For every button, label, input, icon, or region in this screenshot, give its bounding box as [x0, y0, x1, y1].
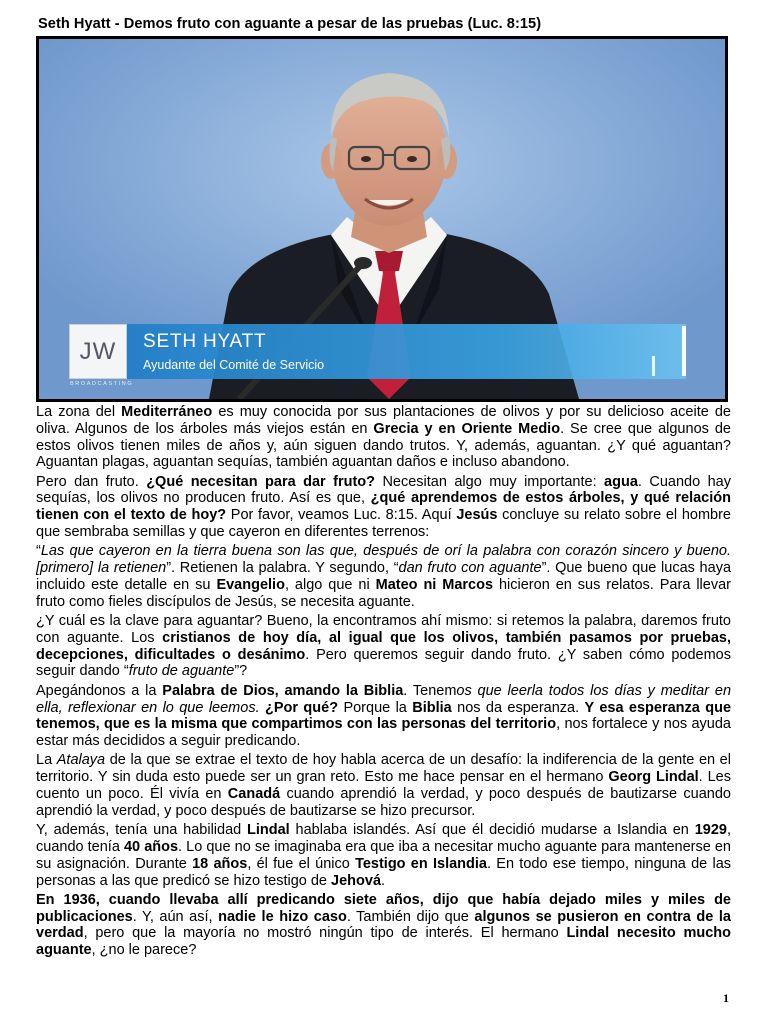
article-body [36, 404, 731, 962]
text-run: concluye su relato sobre el hombre que sembraba semillas y que cayeron en diferentes terrenos: [36, 507, 731, 541]
text-run: La [36, 752, 57, 769]
bold-text: Evangelio [216, 576, 285, 593]
text-run: “ [36, 543, 41, 560]
text-run: hicieron en sus relatos. Para llevar fruto como fieles discípulos de Jesús, se necesita aguante. [36, 576, 731, 610]
paragraph [36, 822, 731, 889]
document-title: Seth Hyatt - Demos fruto con aguante a pesar de las pruebas (Luc. 8:15) [38, 16, 542, 32]
text-run: Necesitan algo muy importante: [375, 473, 605, 490]
bold-text: nadie le hizo caso [218, 908, 347, 925]
logo-subtext: BROADCASTING [70, 381, 134, 387]
bold-text: 1929 [694, 822, 727, 839]
paragraph [36, 404, 731, 471]
bold-text: Lindal [247, 822, 290, 839]
text-run: . Lo que no se imaginaba era que iba a necesitar mucho aguante para mantenerse en su asignación. Durante [36, 838, 731, 872]
bold-text: 18 años [192, 855, 248, 872]
bold-text: Lindal necesito mucho aguante [36, 925, 731, 959]
speaker-role: Ayudante del Comité de Servicio [143, 358, 325, 372]
paragraph [36, 892, 731, 959]
text-run: La zona del [36, 404, 122, 420]
bold-text: Georg Lindal [608, 769, 699, 786]
text-run: nos da esperanza. [451, 699, 585, 716]
bold-text: Mediterráneo [121, 404, 213, 420]
text-run: ”? [234, 663, 248, 680]
text-run: . [381, 872, 386, 889]
text-run: , cuando tenía [36, 822, 731, 855]
bold-text: agua [604, 473, 638, 490]
italic-text: fruto de aguante [128, 663, 235, 680]
text-run: . Cuando hay sequías, los olivos no producen fruto. Así es que, [36, 473, 731, 507]
text-run: hablaba islandés. Así que él decidió mudarse a Islandia en [289, 822, 695, 839]
italic-text: dan fruto con aguante [398, 560, 542, 577]
paragraph [36, 474, 731, 541]
italic-text: Atalaya [56, 752, 106, 769]
text-run: . También dijo que [346, 908, 475, 925]
bold-text: ¿Qué necesitan para dar fruto? [146, 473, 375, 490]
text-run: Pero dan fruto. [36, 473, 147, 490]
italic-text: Las que cayeron en la tierra buena son las que, después de orí la palabra con corazón sincero y bueno. [primero] la retienen [36, 543, 731, 577]
banner-accent [682, 326, 686, 376]
banner-accent [652, 356, 655, 376]
paragraph [36, 543, 731, 610]
text-run: Apegándonos a la [36, 682, 163, 699]
jw-logo-text: JW [79, 337, 117, 365]
text-run: . Pero queremos seguir dando fruto. ¿Y saben cómo podemos seguir dando “ [36, 646, 731, 680]
text-run: ”. Que bueno que lucas haya incluido este detalle en su [36, 560, 732, 593]
bold-text: Testigo en Islandia [355, 855, 487, 872]
video-screenshot [36, 36, 728, 402]
text-run: , ¿no le parece? [91, 942, 197, 959]
bold-text: Jesús [456, 507, 498, 524]
bold-text: Mateo ni Marcos [375, 576, 494, 593]
speaker-name: SETH HYATT [143, 331, 267, 352]
text-run: ”. Retienen la palabra. Y segundo, “ [166, 560, 399, 577]
text-run: ¿Y cuál es la clave para aguantar? Bueno, la encontramos ahí mismo: si retemos la palabra, daremos fruto con aguante. Los [36, 613, 731, 646]
bold-text: cristianos de hoy día, al igual que los olivos, también pasamos por pruebas, decepciones, dificultades o desánimo [36, 629, 731, 663]
text-run: , nos fortalece y nos ayuda estar más decididos a seguir predicando. [36, 716, 731, 750]
paragraph [36, 683, 731, 750]
text-run: , él fue el único [247, 855, 356, 872]
text-run: . Tenem [403, 682, 457, 699]
italic-text: os que leerla todos los días y meditar en ella, reflexionar en lo que leemos. [36, 682, 732, 716]
text-run: . Y, aún así, [132, 908, 219, 925]
paragraph [36, 752, 731, 819]
bold-text: Biblia [412, 699, 452, 716]
page-number: 1 [723, 991, 729, 1005]
text-run: . Se cree que algunos de estos olivos tienen miles de años y, aún siguen dando trutos. Y, además, aguantan. ¿Y qué aguantan? Aguantan plagas, aguantan sequías, también aguantan daños e incluso abandono. [36, 420, 731, 471]
bold-text: En 1936, cuando llevaba allí predicando siete años, dijo que había dejado miles y miles de publicaciones [36, 891, 731, 925]
text-run: Por favor, veamos Luc. 8:15. Aquí [226, 507, 457, 524]
text-run: , pero que la mayoría no mostró ningún tipo de interés. El hermano [83, 925, 567, 942]
bold-text: Y esa esperanza que tenemos, que es la misma que compartimos con las personas del territorio [36, 699, 732, 733]
jw-logo [69, 324, 127, 379]
text-run: . Les cuento un poco. Él vivía en [36, 769, 731, 803]
bold-text: Grecia y en Oriente Medio [373, 420, 561, 437]
text-run: , algo que ni [284, 576, 376, 593]
bold-text: ¿qué aprendemos de estos árboles, y qué relación tienen con el texto de hoy? [36, 490, 731, 524]
text-run: es muy conocida por sus plantaciones de olivos y por su delicioso aceite de oliva. Algunos de los árboles más viejos están en [36, 404, 731, 437]
bold-text: ¿Por qué? [265, 699, 339, 716]
text-run: Porque la [338, 699, 413, 716]
paragraph [36, 613, 731, 680]
text-run: . En todo ese tiempo, ninguna de las personas a las que predicó se hizo testigo de [36, 855, 732, 889]
bold-text: Canadá [227, 786, 281, 803]
text-run: Y, además, tenía una habilidad [36, 822, 248, 839]
bold-text: Jehová [331, 872, 382, 889]
bold-text: algunos se pusieron en contra de la verdad [36, 908, 731, 942]
text-run: cuando aprendió la verdad, y poco después de bautizarse cuando aprendió la verdad, y poco después de bautizarse se hizo precursor. [36, 786, 731, 819]
bold-text: 40 años [123, 838, 179, 855]
text-run: de la que se extrae el texto de hoy habla acerca de un desafío: la indiferencia de la gente en el territorio. Y sin duda esto puede ser un gran reto. Esto me hace pensar en el hermano [36, 752, 731, 786]
bold-text: Palabra de Dios, amando la Biblia [162, 682, 404, 699]
